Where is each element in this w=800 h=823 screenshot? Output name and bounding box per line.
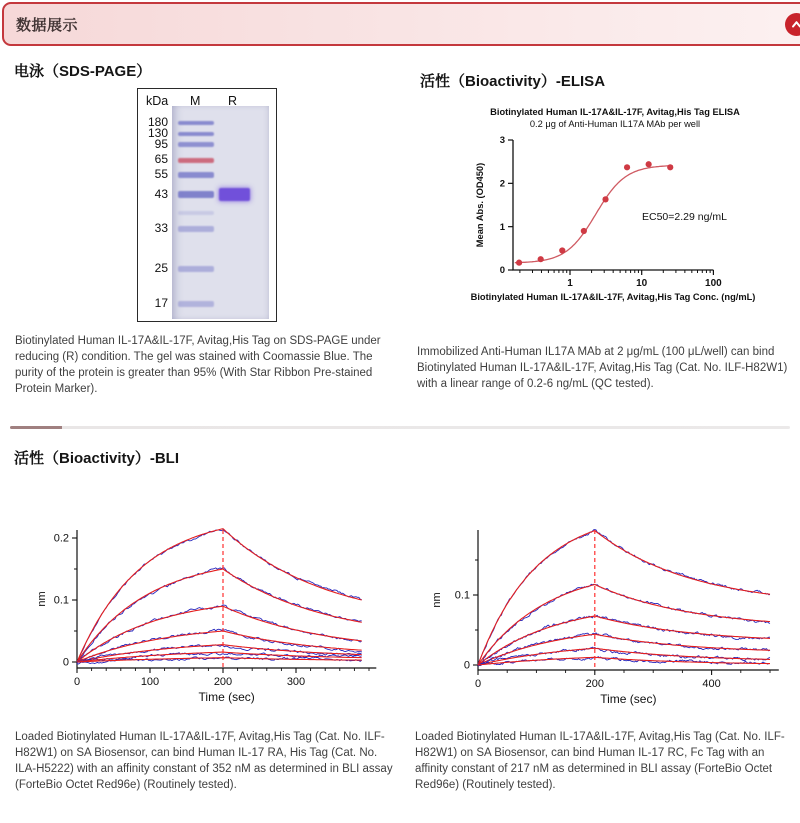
x-tick-label: 0	[474, 678, 482, 690]
gel-unit-label: kDa	[146, 94, 169, 108]
x-tick-label: 0	[73, 676, 81, 688]
gel-marker-label-33: 33	[154, 221, 168, 236]
gel-marker-band	[178, 172, 214, 178]
elisa-data-point	[646, 161, 652, 167]
bli-x-axis-label: Time (sec)	[198, 690, 255, 704]
y-tick-label: 0	[499, 265, 505, 277]
bli-left-caption: Loaded Biotinylated Human IL-17A&IL-17F, Avitag,His Tag (Cat. No. ILF-H82W1) on SA Biosensor, can bind Human IL-17 RA, His Tag (Cat. No. ILA-H5222) with an affinity constant of 352 nM as determined in BLI assay (ForteBio Octet Red96e) (Routinely tested).	[15, 731, 393, 791]
gel-marker-label-180: 180	[147, 114, 168, 129]
gel-marker-label-95: 95	[154, 136, 168, 151]
elisa-x-axis-label: Biotinylated Human IL-17A&IL-17F, Avitag,His Tag Conc. (ng/mL)	[470, 292, 756, 302]
elisa-data-point	[602, 196, 608, 202]
elisa-chart-subtitle: 0.2 μg of Anti-Human IL17A MAb per well	[529, 119, 701, 129]
gel-sample-band-r	[219, 188, 250, 201]
x-tick-label: 10	[636, 278, 648, 289]
bli-data-trace	[77, 530, 362, 662]
bli-y-axis-label: nm	[36, 591, 48, 607]
gel-marker-band	[178, 266, 214, 272]
gel-marker-band	[178, 121, 214, 125]
x-tick-label: 1	[567, 278, 573, 289]
bli-fit-trace	[478, 531, 770, 665]
sds-page-gel-figure	[137, 88, 277, 322]
gel-marker-label-55: 55	[154, 167, 168, 181]
gel-marker-band	[178, 142, 214, 147]
elisa-axes	[513, 140, 713, 270]
y-tick-label: 3	[499, 135, 505, 147]
x-tick-label: 100	[140, 676, 160, 688]
gel-marker-band	[178, 191, 214, 198]
gel-marker-label-43: 43	[154, 186, 168, 201]
elisa-chart	[470, 100, 795, 315]
section-divider	[10, 426, 790, 429]
elisa-data-point	[516, 260, 522, 266]
gel-marker-band	[178, 132, 214, 136]
gel-marker-label-130: 130	[147, 125, 168, 140]
gel-lane-label-m: M	[190, 94, 201, 108]
elisa-data-point	[667, 164, 673, 170]
gel-marker-label-25: 25	[154, 260, 168, 275]
x-tick-label: 200	[585, 678, 604, 690]
y-tick-label: 2	[499, 178, 505, 190]
gel-marker-band	[178, 301, 214, 307]
gel-lane-label-r: R	[228, 94, 238, 108]
gel-marker-band	[178, 226, 214, 232]
bli-fit-trace	[77, 529, 362, 662]
elisa-y-axis-label: Mean Abs. (OD450)	[475, 162, 485, 248]
gel-marker-label-65: 65	[154, 152, 168, 167]
bli-chart-il17rc	[415, 515, 800, 715]
gel-marker-band	[178, 158, 214, 163]
bli-right-caption: Loaded Biotinylated Human IL-17A&IL-17F, Avitag,His Tag (Cat. No. ILF-H82W1) on SA Biosensor, can bind Human IL-17 RC, Fc Tag with an affinity constant of 217 nM as determined in BLI assay (ForteBio Octet Red96e) (Routinely tested).	[415, 731, 785, 791]
y-tick-label: 0.2	[53, 532, 69, 545]
section-title-elisa: 活性（Bioactivity）-ELISA	[420, 73, 606, 90]
elisa-data-point	[538, 256, 544, 262]
page-title: 数据展示	[16, 16, 79, 34]
bli-y-axis-label: nm	[431, 592, 443, 608]
gel-marker-band	[178, 211, 214, 215]
y-tick-label: 0.1	[53, 594, 69, 607]
y-tick-label: 0.1	[454, 589, 470, 602]
bli-x-axis-label: Time (sec)	[600, 692, 657, 706]
elisa-data-point	[581, 228, 587, 234]
section-title-sds-page: 电泳（SDS-PAGE）	[14, 63, 152, 80]
y-tick-label: 1	[499, 221, 505, 233]
ec50-annotation: EC50=2.29 ng/mL	[642, 211, 727, 223]
section-title-bli: 活性（Bioactivity）-BLI	[14, 450, 180, 467]
x-tick-label: 400	[702, 678, 721, 690]
x-tick-label: 300	[286, 676, 306, 688]
data-display-header-bar	[2, 2, 800, 46]
x-tick-label: 200	[213, 676, 233, 688]
collapse-button[interactable]	[785, 13, 800, 36]
elisa-chart-title: Biotinylated Human IL-17A&IL-17F, Avitag,His Tag ELISA	[490, 107, 740, 117]
x-tick-label: 100	[705, 278, 722, 289]
sds-page-caption: Biotinylated Human IL-17A&IL-17F, Avitag,His Tag on SDS-PAGE under reducing (R) condition. The gel was stained with Coomassie Blue. The purity of the protein is greater than 95% (With Star Ribbon Pre-stained Protein Marker).	[15, 335, 381, 395]
bli-chart-il17ra	[15, 515, 400, 715]
elisa-caption: Immobilized Anti-Human IL17A MAb at 2 μg/mL (100 μL/well) can bind Biotinylated Human IL-17A&IL-17F, Avitag,His Tag (Cat. No. ILF-H82W1) with a linear range of 0.2-6 ng/mL (QC tested).	[417, 346, 788, 390]
gel-marker-label-17: 17	[154, 296, 168, 311]
y-tick-label: 0	[62, 656, 69, 669]
elisa-data-point	[559, 247, 565, 253]
elisa-data-point	[624, 164, 630, 170]
y-tick-label: 0	[463, 659, 470, 672]
bli-data-trace	[77, 568, 362, 664]
chevron-up-icon	[789, 17, 800, 32]
